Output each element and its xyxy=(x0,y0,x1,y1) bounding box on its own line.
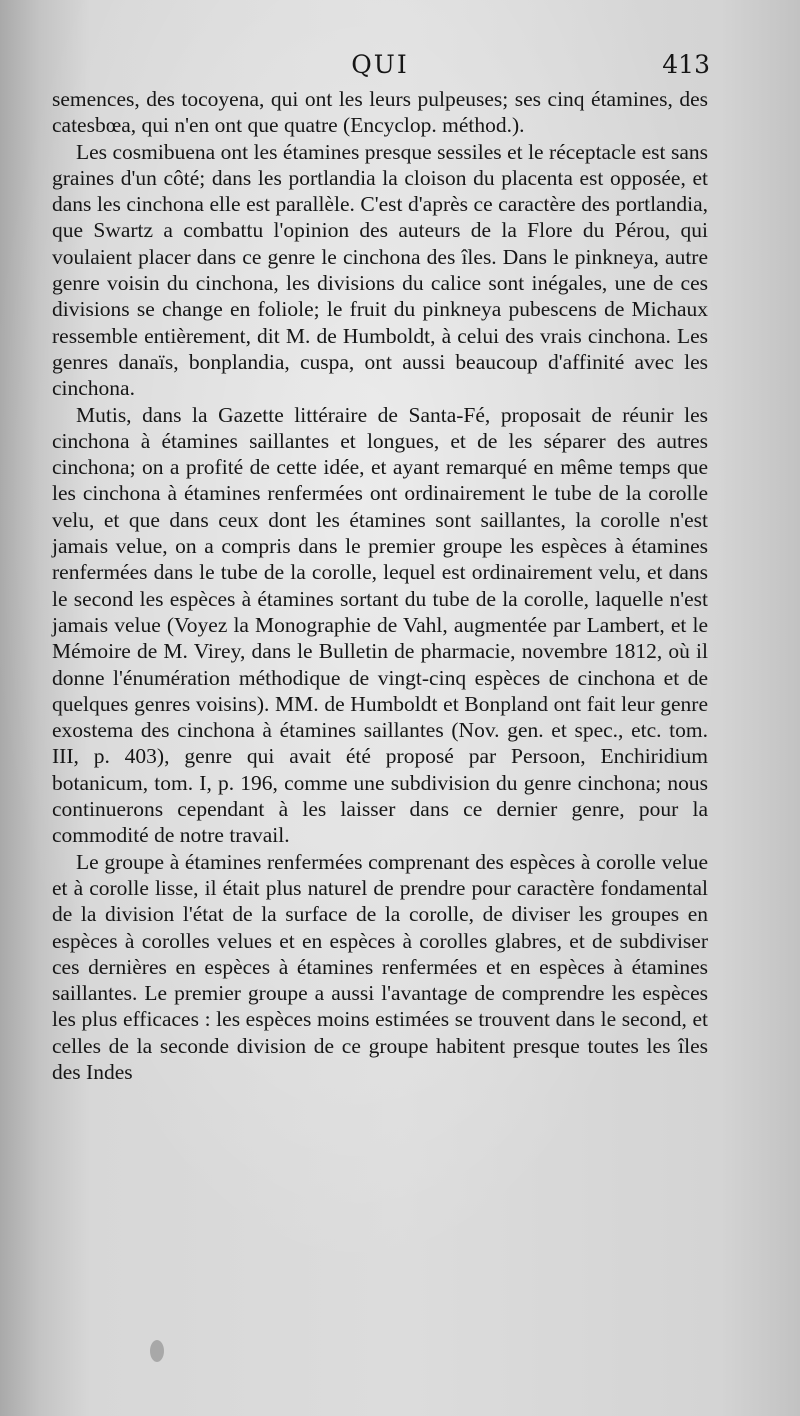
paragraph-3: Mutis, dans la Gazette littéraire de Santa-Fé, proposait de réunir les cinchona à étamines saillantes et longues, et de les séparer des autres cinchona; on a profité de cette idée, et ayant remarqué en même temps que les cinchona à étamines renfermées ont ordinairement le tube de la corolle velu, et que dans ceux dont les étamines sont saillantes, la corolle n'est jamais velue, on a compris dans le premier groupe les espèces à étamines renfermées dans le tube de la corolle, lequel est ordinairement velu, et dans le second les espèces à étamines sortant du tube de la corolle, laquelle n'est jamais velue (Voyez la Monographie de Vahl, augmentée par Lambert, et le Mémoire de M. Virey, dans le Bulletin de pharmacie, novembre 1812, où il donne l'énumération méthodique de vingt-cinq espèces de cinchona et de quelques genres voisins). MM. de Humboldt et Bonpland ont fait leur genre exostema des cinchona à étamines saillantes (Nov. gen. et spec., etc. tom. III, p. 403), genre qui avait été proposé par Persoon, Enchiridium botanicum, tom. I, p. 196, comme une subdivision du genre cinchona; nous continuerons cependant à les laisser dans ce dernier genre, pour la commodité de notre travail. xyxy=(52,402,708,848)
page-number: 413 xyxy=(662,50,710,79)
ink-stain xyxy=(150,1340,164,1362)
paragraph-2: Les cosmibuena ont les étamines presque sessiles et le réceptacle est sans graines d'un côté; dans les portlandia la cloison du placenta est opposée, et dans les cinchona elle est parallèle. C'est d'après ce caractère des portlandia, que Swartz a combattu l'opinion des auteurs de la Flore du Pérou, qui voulaient placer dans ce genre le cinchona des îles. Dans le pinkneya, autre genre voisin du cinchona, les divisions du calice sont inégales, une de ces divisions se change en foliole; le fruit du pinkneya pubescens de Michaux ressemble entièrement, dit M. de Humboldt, à celui des vrais cinchona. Les genres danaïs, bonplandia, cuspa, ont aussi beaucoup d'affinité avec les cinchona. xyxy=(52,139,708,401)
paragraph-4: Le groupe à étamines renfermées comprenant des espèces à corolle velue et à corolle lisse, il était plus naturel de prendre pour caractère fondamental de la division l'état de la surface de la corolle, de diviser les groupes en espèces à corolles velues et en espèces à corolles glabres, et de subdiviser ces dernières en espèces à étamines renfermées et en espèces à étamines saillantes. Le premier groupe a aussi l'avantage de comprendre les espèces les plus efficaces : les espèces moins estimées se trouvent dans le second, et celles de la seconde division de ce groupe habitent presque toutes les îles des Indes xyxy=(52,849,708,1084)
page-header xyxy=(50,50,710,90)
running-head: QUI xyxy=(351,50,409,79)
paragraph-1: semences, des tocoyena, qui ont les leurs pulpeuses; ses cinq étamines, des catesbœa, qui n'en ont que quatre (Encyclop. méthod.). xyxy=(52,87,708,138)
body-text xyxy=(52,86,708,1085)
